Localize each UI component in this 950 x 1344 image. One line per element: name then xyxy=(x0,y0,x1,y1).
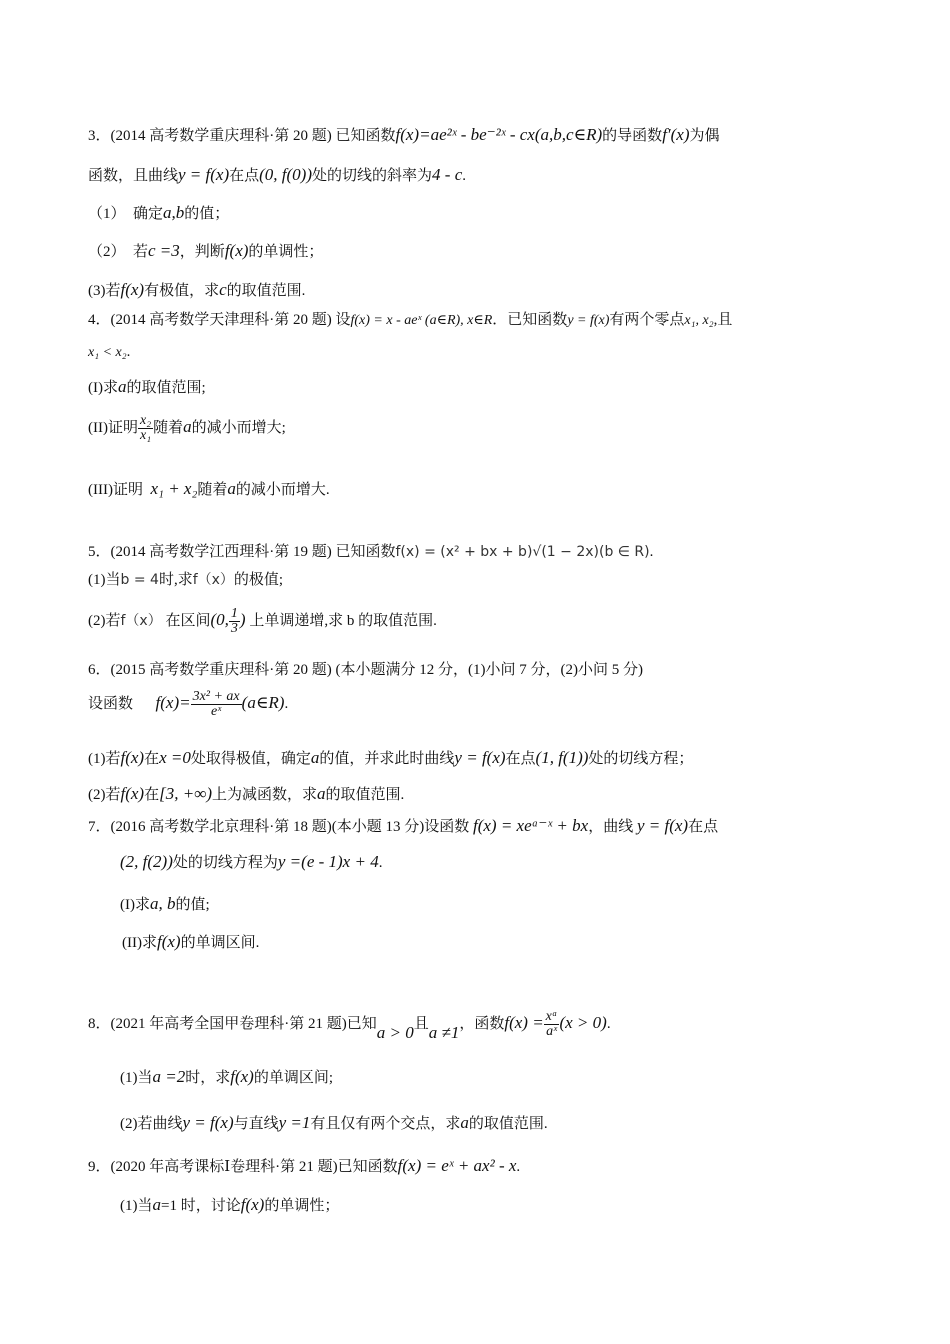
formula: (0, f(0)) xyxy=(259,165,313,184)
formula: y = f(x) xyxy=(178,165,230,184)
problem-3-stem: 3．(2014 高考数学重庆理科·第 20 题) 已知函数f(x)=ae²ˣ - be⁻²ˣ - cx(a,b,c∈R)的导函数f′(x)为偶 xyxy=(88,125,720,144)
problem-6-q2: (2)若f(x)在[3, +∞)上为减函数，求a的取值范围. xyxy=(88,784,405,803)
problem-6-q1: (1)若f(x)在x =0处取得极值，确定a的值，并求此时曲线y = f(x)在点(1, f(1))处的切线方程； xyxy=(88,748,694,767)
problem-6-stem: 6．(2015 高考数学重庆理科·第 20 题) (本小题满分 12 分，(1)小问 7 分，(2)小问 5 分) xyxy=(88,662,643,678)
problem-3-q3: (3)若f(x)有极值，求c的取值范围. xyxy=(88,280,306,299)
problem-7-q2: (II)求f(x)的单调区间. xyxy=(122,932,260,951)
problem-5-stem: 5．(2014 高考数学江西理科·第 19 题) 已知函数f(x) = (x² + bx + b)√(1 − 2x)(b ∈ R). xyxy=(88,544,654,560)
problem-8-q2: (2)若曲线y = f(x)与直线y =1有且仅有两个交点，求a的取值范围. xyxy=(120,1113,548,1132)
problem-4-q3: (III)证明 x₁ + x₂随着a的减小而增大. xyxy=(88,479,330,498)
problem-8-stem: 8．(2021 年高考全国甲卷理科·第 21 题)已知a > 0且a ≠1，函数f(x) = $\frac{\text{xᵃ}}{\text{aˣ}}$ (x > 0). xyxy=(88,1009,611,1042)
problem-7-stem: 7．(2016 高考数学北京理科·第 18 题)(本小题 13 分)设函数 f(x) = xeᵃ⁻ˣ + bx，曲线 y = f(x)在点 xyxy=(88,816,719,835)
problem-6-stem-line2: 设函数 f(x)= $\frac{\text{3x² + ax}}{\text{eˣ}}$ (a∈R). xyxy=(88,689,289,720)
formula: f(x) = (x² + bx + b)√(1 − 2x)(b ∈ R) xyxy=(395,544,650,560)
formula: 4 - c xyxy=(432,165,463,184)
formula: f′(x) xyxy=(662,125,690,144)
problem-4-stem: 4．(2014 高考数学天津理科·第 20 题) 设f(x) = x - aeˣ (a∈R), x∈R．已知函数y = f(x)有两个零点x₁, x₂,且 xyxy=(88,312,733,328)
problem-7-q1: (I)求a, b的值; xyxy=(120,894,210,913)
problem-4-q1: (I)求a的取值范围; xyxy=(88,377,206,396)
problem-5-q2: (2)若f（x） 在区间(0, $\frac{1}{3}$ ) 上单调递增,求 b 的取值范围. xyxy=(88,606,437,637)
problem-5-q1: (1)当b = 4时,求f（x）的极值; xyxy=(88,572,284,588)
fraction: $\frac{1}{3}$ xyxy=(230,606,238,637)
fraction: $\frac{\text{x₂}}{\text{x₁}}$ xyxy=(139,413,152,444)
problem-3-stem-line2: 函数，且曲线y = f(x)在点(0, f(0))处的切线的斜率为4 - c. xyxy=(88,165,466,184)
problem-9-stem: 9．(2020 年高考课标Ⅰ卷理科·第 21 题)已知函数f(x) = eˣ + ax² - x. xyxy=(88,1156,521,1175)
problem-4-stem-line2: x₁ < x₂. xyxy=(88,344,131,360)
problem-3-q2: （2） 若c =3，判断f(x)的单调性； xyxy=(88,241,324,260)
formula: f(x)=ae²ˣ - be⁻²ˣ - cx(a,b,c∈R) xyxy=(395,125,603,144)
fraction: $\frac{\text{xᵃ}}{\text{aˣ}}$ xyxy=(545,1009,558,1040)
problem-8-q1: (1)当a =2时，求f(x)的单调区间; xyxy=(120,1067,334,1086)
problem-7-stem-line2: (2, f(2))处的切线方程为y =(e - 1)x + 4. xyxy=(120,852,383,871)
fraction: $\frac{\text{3x² + ax}}{\text{eˣ}}$ xyxy=(192,689,240,720)
problem-4-q2: (II)证明 $\frac{\text{x₂}}{\text{x₁}}$ 随着a的减小而增大; xyxy=(88,413,286,444)
problem-3-q1: （1） 确定a,b的值； xyxy=(88,203,230,222)
problem-9-q1: (1)当a=1 时，讨论f(x)的单调性； xyxy=(120,1195,340,1214)
